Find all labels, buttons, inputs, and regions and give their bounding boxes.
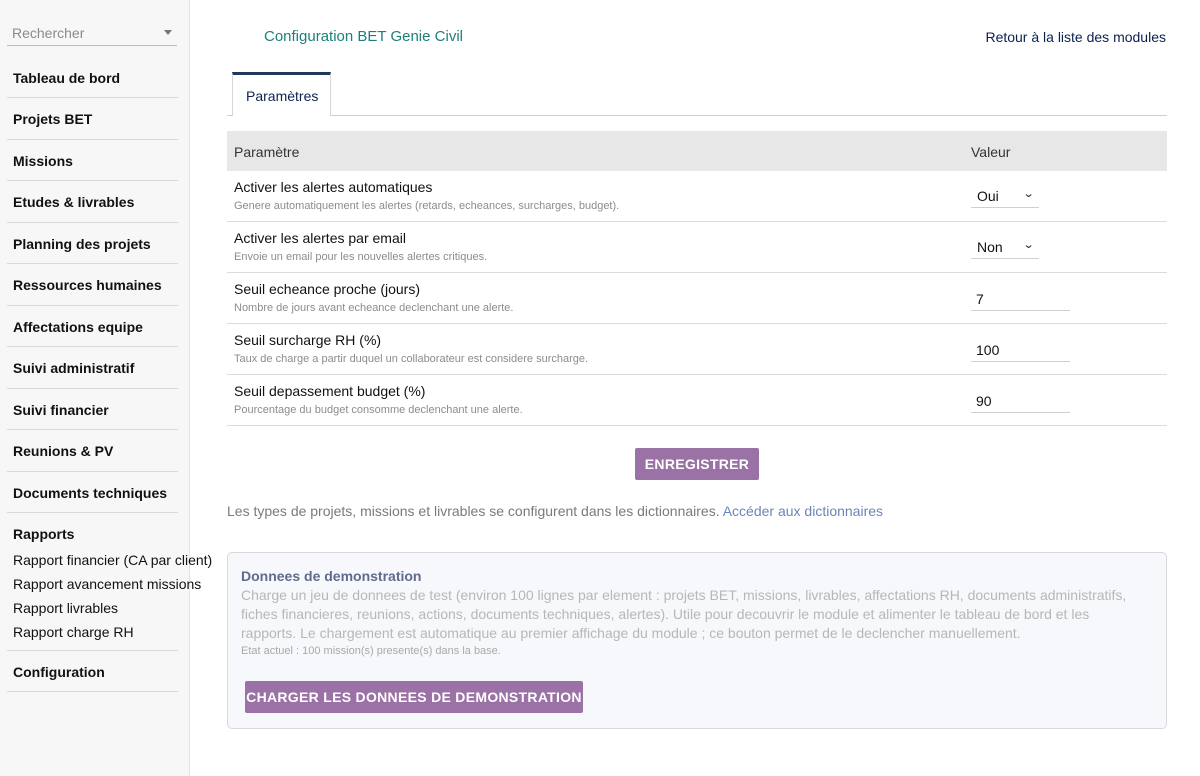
column-header-valeur: Valeur	[971, 144, 1011, 160]
alertes-email-select[interactable]	[971, 235, 1039, 259]
demo-data-panel	[227, 552, 1167, 729]
demo-title: Donnees de demonstration	[241, 568, 422, 584]
sidebar-item-projets-bet[interactable]	[7, 98, 178, 140]
alertes-auto-select[interactable]	[971, 184, 1039, 208]
table-row	[227, 171, 1167, 222]
param-title: Seuil depassement budget (%)	[234, 383, 426, 399]
sidebar-item-label: Etudes & livrables	[13, 194, 135, 210]
seuil-echeance-input[interactable]	[971, 286, 1070, 311]
seuil-budget-input[interactable]	[971, 388, 1070, 413]
sidebar-item-label: Suivi financier	[13, 402, 109, 418]
sidebar-item-label: Documents techniques	[13, 485, 168, 501]
sidebar-item-suivi-financier[interactable]	[7, 389, 178, 430]
chevron-down-icon: ⌄	[1022, 239, 1035, 251]
sidebar-item-affectations[interactable]	[7, 306, 178, 347]
demo-description: Charge un jeu de donnees de test (environ 100 lignes par element : projets BET, missions, livrables, affectations RH, documents administratifs, fiches financieres, reunions, actions, documents techniques, alertes). Utile pour decouvrir le module et alimenter le tableau de bord et les rapports. Le chargement est automatique au premier affichage du module ; ce bouton permet de le declencher manuellement.	[241, 587, 1127, 641]
param-description: Genere automatiquement les alertes (retards, echeances, surcharges, budget).	[234, 200, 620, 212]
dictionaries-info	[227, 503, 883, 519]
param-description: Pourcentage du budget consomme declenchant une alerte.	[234, 404, 523, 416]
sidebar-item-tableau-de-bord[interactable]	[7, 57, 178, 98]
sidebar-item-label: Affectations equipe	[13, 319, 143, 335]
sidebar	[0, 0, 213, 776]
table-row	[227, 222, 1167, 273]
sidebar-subitem-rapport-charge-rh[interactable]: Rapport charge RH	[13, 624, 134, 640]
sidebar-item-label: Tableau de bord	[13, 70, 121, 86]
page-title: Configuration BET Genie Civil	[264, 28, 463, 45]
back-to-modules-link[interactable]: Retour à la liste des modules	[985, 29, 1166, 45]
sidebar-item-missions[interactable]	[7, 140, 178, 181]
param-title: Seuil echeance proche (jours)	[234, 281, 420, 297]
save-button[interactable]: ENREGISTRER	[635, 448, 759, 480]
param-description: Nombre de jours avant echeance declenchant une alerte.	[234, 302, 514, 314]
seuil-surcharge-input[interactable]	[971, 337, 1070, 362]
sidebar-item-reunions[interactable]	[7, 430, 178, 472]
table-header	[227, 131, 1167, 171]
sidebar-item-label: Reunions & PV	[13, 443, 114, 459]
sidebar-subitem-rapport-financier[interactable]: Rapport financier (CA par client)	[13, 552, 213, 568]
param-title: Seuil surcharge RH (%)	[234, 332, 382, 348]
sidebar-subitem-rapport-livrables[interactable]: Rapport livrables	[13, 600, 119, 616]
sidebar-item-ressources-humaines[interactable]	[7, 264, 178, 306]
load-demo-button[interactable]: CHARGER LES DONNEES DE DEMONSTRATION	[245, 681, 583, 713]
search-placeholder: Rechercher	[12, 25, 85, 41]
param-title: Activer les alertes automatiques	[234, 179, 433, 195]
sidebar-item-documents[interactable]	[7, 472, 178, 513]
select-value: Oui	[977, 188, 999, 204]
demo-state: Etat actuel : 100 mission(s) presente(s) dans la base.	[241, 645, 501, 657]
info-text: Les types de projets, missions et livrables se configurent dans les dictionnaires.	[227, 503, 720, 519]
table-row	[227, 375, 1167, 426]
param-description: Taux de charge a partir duquel un collaborateur est considere surcharge.	[234, 353, 589, 365]
sidebar-item-label: Planning des projets	[13, 236, 151, 252]
input-value: 7	[976, 291, 984, 307]
sidebar-subitem-rapport-avancement[interactable]: Rapport avancement missions	[13, 576, 202, 592]
table-row	[227, 324, 1167, 375]
sidebar-item-label: Missions	[13, 153, 73, 169]
sidebar-item-label: Ressources humaines	[13, 277, 162, 293]
select-value: Non	[977, 239, 1003, 255]
sidebar-item-rapports[interactable]: Rapports	[13, 526, 75, 542]
tab-label: Paramètres	[246, 88, 319, 104]
search-select[interactable]	[7, 20, 177, 46]
caret-down-icon[interactable]	[164, 30, 172, 35]
input-value: 100	[976, 342, 1000, 358]
tabs-divider	[227, 115, 1167, 116]
sidebar-item-label: Configuration	[13, 664, 105, 680]
column-header-parametre: Paramètre	[234, 144, 300, 160]
tab-parametres[interactable]	[232, 72, 331, 116]
sidebar-item-suivi-administratif[interactable]	[7, 347, 178, 389]
sidebar-item-label: Projets BET	[13, 111, 93, 127]
sidebar-item-etudes-livrables[interactable]	[7, 181, 178, 223]
param-description: Envoie un email pour les nouvelles alertes critiques.	[234, 251, 488, 263]
param-title: Activer les alertes par email	[234, 230, 406, 246]
input-value: 90	[976, 393, 992, 409]
sidebar-item-configuration[interactable]	[7, 651, 178, 692]
table-row	[227, 273, 1167, 324]
sidebar-item-label: Suivi administratif	[13, 360, 135, 376]
chevron-down-icon: ⌄	[1022, 188, 1035, 200]
dictionaries-link[interactable]: Accéder aux dictionnaires	[722, 503, 884, 519]
sidebar-item-planning[interactable]	[7, 223, 178, 264]
